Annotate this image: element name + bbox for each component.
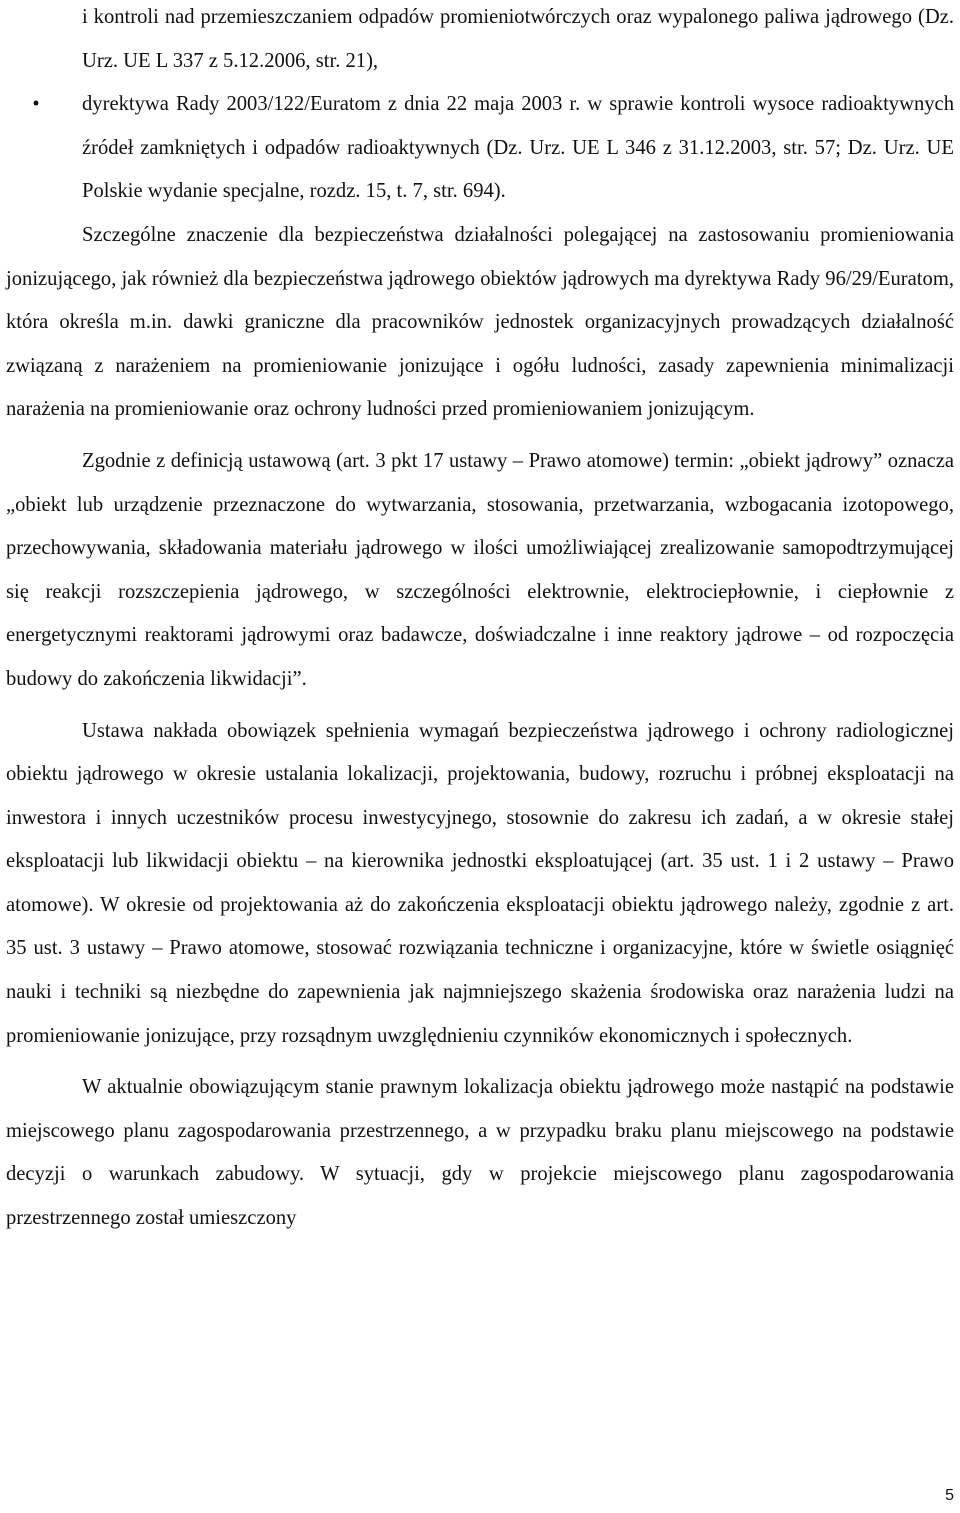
- list-item-text: dyrektywa Rady 2003/122/Euratom z dnia 22 maja 2003 r. w sprawie kontroli wysoce radioaktywnych źródeł zamkniętych i odpadów radioaktywnych (Dz. Urz. UE L 346 z 31.12.2003, str. 57; Dz. Urz. UE Polskie wydanie specjalne, rozdz. 15, t. 7, str. 694).: [82, 93, 954, 203]
- paragraph-definition: Zgodnie z definicją ustawową (art. 3 pkt 17 ustawy – Prawo atomowe) termin: „obiekt jądrowy” oznacza „obiekt lub urządzenie przeznaczone do wytwarzania, stosowania, przetwarzania, wzbogacania izotopowego, przechowywania, składowania materiału jądrowego w ilości umożliwiającej zrealizowanie samopodtrzymującej się reakcji rozszczepienia jądrowego, w szczególności elektrownie, elektrociepłownie, i ciepłownie z energetycznymi reaktorami jądrowymi oraz badawcze, doświadczalne i inne reaktory jądrowe – od rozpoczęcia budowy do zakończenia likwidacji”.: [6, 449, 954, 690]
- list-item-continuation: i kontroli nad przemieszczaniem odpadów promieniotwórczych oraz wypalonego paliwa jądrowego (Dz. Urz. UE L 337 z 5.12.2006, str. 21),: [82, 6, 954, 72]
- paragraph-obligations: Ustawa nakłada obowiązek spełnienia wymagań bezpieczeństwa jądrowego i ochrony radiologicznej obiektu jądrowego w okresie ustalania lokalizacji, projektowania, budowy, rozruchu i próbnej eksploatacji na inwestora i innych uczestników procesu inwestycyjnego, stosownie do zakresu ich zadań, a w okresie stałej eksploatacji lub likwidacji obiektu – na kierownika jednostki eksploatującej (art. 35 ust. 1 i 2 ustawy – Prawo atomowe). W okresie od projektowania aż do zakończenia eksploatacji obiektu jądrowego należy, zgodnie z art. 35 ust. 3 ustawy – Prawo atomowe, stosować rozwiązania techniczne i organizacyjne, które w świetle osiągnięć nauki i techniki są niezbędne do zapewnienia jak najmniejszego skażenia środowiska oraz narażenia ludzi na promieniowanie jonizujące, przy rozsądnym uwzględnieniu czynników ekonomicznych i społecznych.: [6, 719, 954, 1047]
- bullet-icon: •: [32, 93, 40, 116]
- page-number: 5: [945, 1487, 954, 1504]
- document-page: [6, 0, 954, 1513]
- list-item: [6, 83, 954, 214]
- paragraph-directive: Szczególne znaczenie dla bezpieczeństwa działalności polegającej na zastosowaniu promieniowania jonizującego, jak również dla bezpieczeństwa jądrowego obiektów jądrowych ma dyrektywa Rady 96/29/Euratom, która określa m.in. dawki graniczne dla pracowników jednostek organizacyjnych prowadzących działalność związaną z narażeniem na promieniowanie jonizujące i ogółu ludności, zasady zapewnienia minimalizacji narażenia na promieniowanie oraz ochrony ludności przed promieniowaniem jonizującym.: [6, 223, 954, 421]
- paragraph-location: W aktualnie obowiązującym stanie prawnym lokalizacja obiektu jądrowego może nastąpić na podstawie miejscowego planu zagospodarowania przestrzennego, a w przypadku braku planu miejscowego na podstawie decyzji o warunkach zabudowy. W sytuacji, gdy w projekcie miejscowego planu zagospodarowania przestrzennego został umieszczony: [6, 1076, 954, 1230]
